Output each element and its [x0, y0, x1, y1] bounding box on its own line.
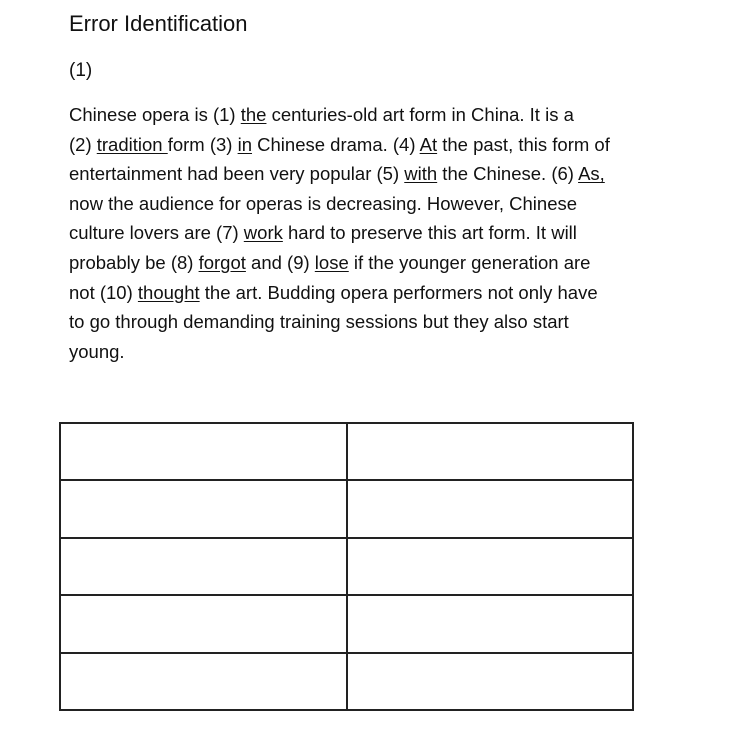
- underlined-error: As,: [578, 163, 605, 185]
- underlined-error: forgot: [198, 251, 246, 273]
- passage-segment: probably be (8): [69, 251, 199, 273]
- passage-segment: now the audience for operas is decreasing. However, Chinese: [69, 192, 578, 214]
- passage-line: [69, 278, 709, 308]
- passage-segment: hard to preserve this art form. It will: [282, 222, 577, 244]
- passage-line: [69, 189, 709, 219]
- underlined-error: the: [240, 104, 267, 125]
- passage-segment: Chinese drama. (4): [252, 133, 420, 155]
- answer-cell: [60, 595, 347, 652]
- answer-cell: [60, 480, 347, 537]
- passage-segment: (2): [69, 133, 97, 155]
- passage-segment: Chinese opera is (1): [69, 104, 241, 125]
- passage-segment: and (9): [245, 251, 315, 273]
- answer-cell: [60, 423, 347, 480]
- answer-cell: [347, 480, 634, 537]
- page-title: Error Identification: [69, 11, 248, 36]
- passage-line: [69, 337, 709, 367]
- passage-text: [69, 100, 709, 366]
- passage-line: [69, 130, 709, 160]
- underlined-error: work: [243, 222, 283, 244]
- answer-cell: [347, 538, 634, 595]
- table-row: [60, 480, 633, 537]
- underlined-error: with: [404, 163, 438, 185]
- table-row: [60, 595, 633, 652]
- passage-line: [69, 218, 709, 248]
- passage-segment: to go through demanding training sessions but they also start: [69, 311, 569, 333]
- underlined-error: in: [237, 133, 253, 155]
- passage-segment: centuries-old art form in China. It is a: [266, 104, 574, 125]
- answer-table: [59, 422, 634, 711]
- passage-segment: the Chinese. (6): [437, 163, 579, 185]
- passage-segment: the art. Budding opera performers not only have: [199, 281, 598, 303]
- answer-cell: [60, 538, 347, 595]
- answer-cell: [347, 423, 634, 480]
- passage-line: [69, 159, 709, 189]
- passage-line: [69, 248, 709, 278]
- table-row: [60, 423, 633, 480]
- answer-cell: [347, 653, 634, 710]
- passage-segment: not (10): [69, 281, 138, 303]
- passage-segment: young.: [69, 340, 125, 362]
- passage-segment: the past, this form of: [437, 133, 610, 155]
- passage-segment: entertainment had been very popular (5): [69, 163, 405, 185]
- answer-cell: [347, 595, 634, 652]
- underlined-error: At: [419, 133, 438, 155]
- passage-line: [69, 307, 709, 337]
- table-row: [60, 538, 633, 595]
- underlined-error: thought: [137, 281, 200, 303]
- table-row: [60, 653, 633, 710]
- underlined-error: tradition: [96, 133, 168, 155]
- passage-segment: form (3): [167, 133, 238, 155]
- passage-segment: culture lovers are (7): [69, 222, 244, 244]
- question-number: (1): [69, 60, 93, 81]
- underlined-error: lose: [314, 251, 349, 273]
- answer-cell: [60, 653, 347, 710]
- passage-line: [69, 100, 709, 130]
- passage-segment: if the younger generation are: [348, 251, 591, 273]
